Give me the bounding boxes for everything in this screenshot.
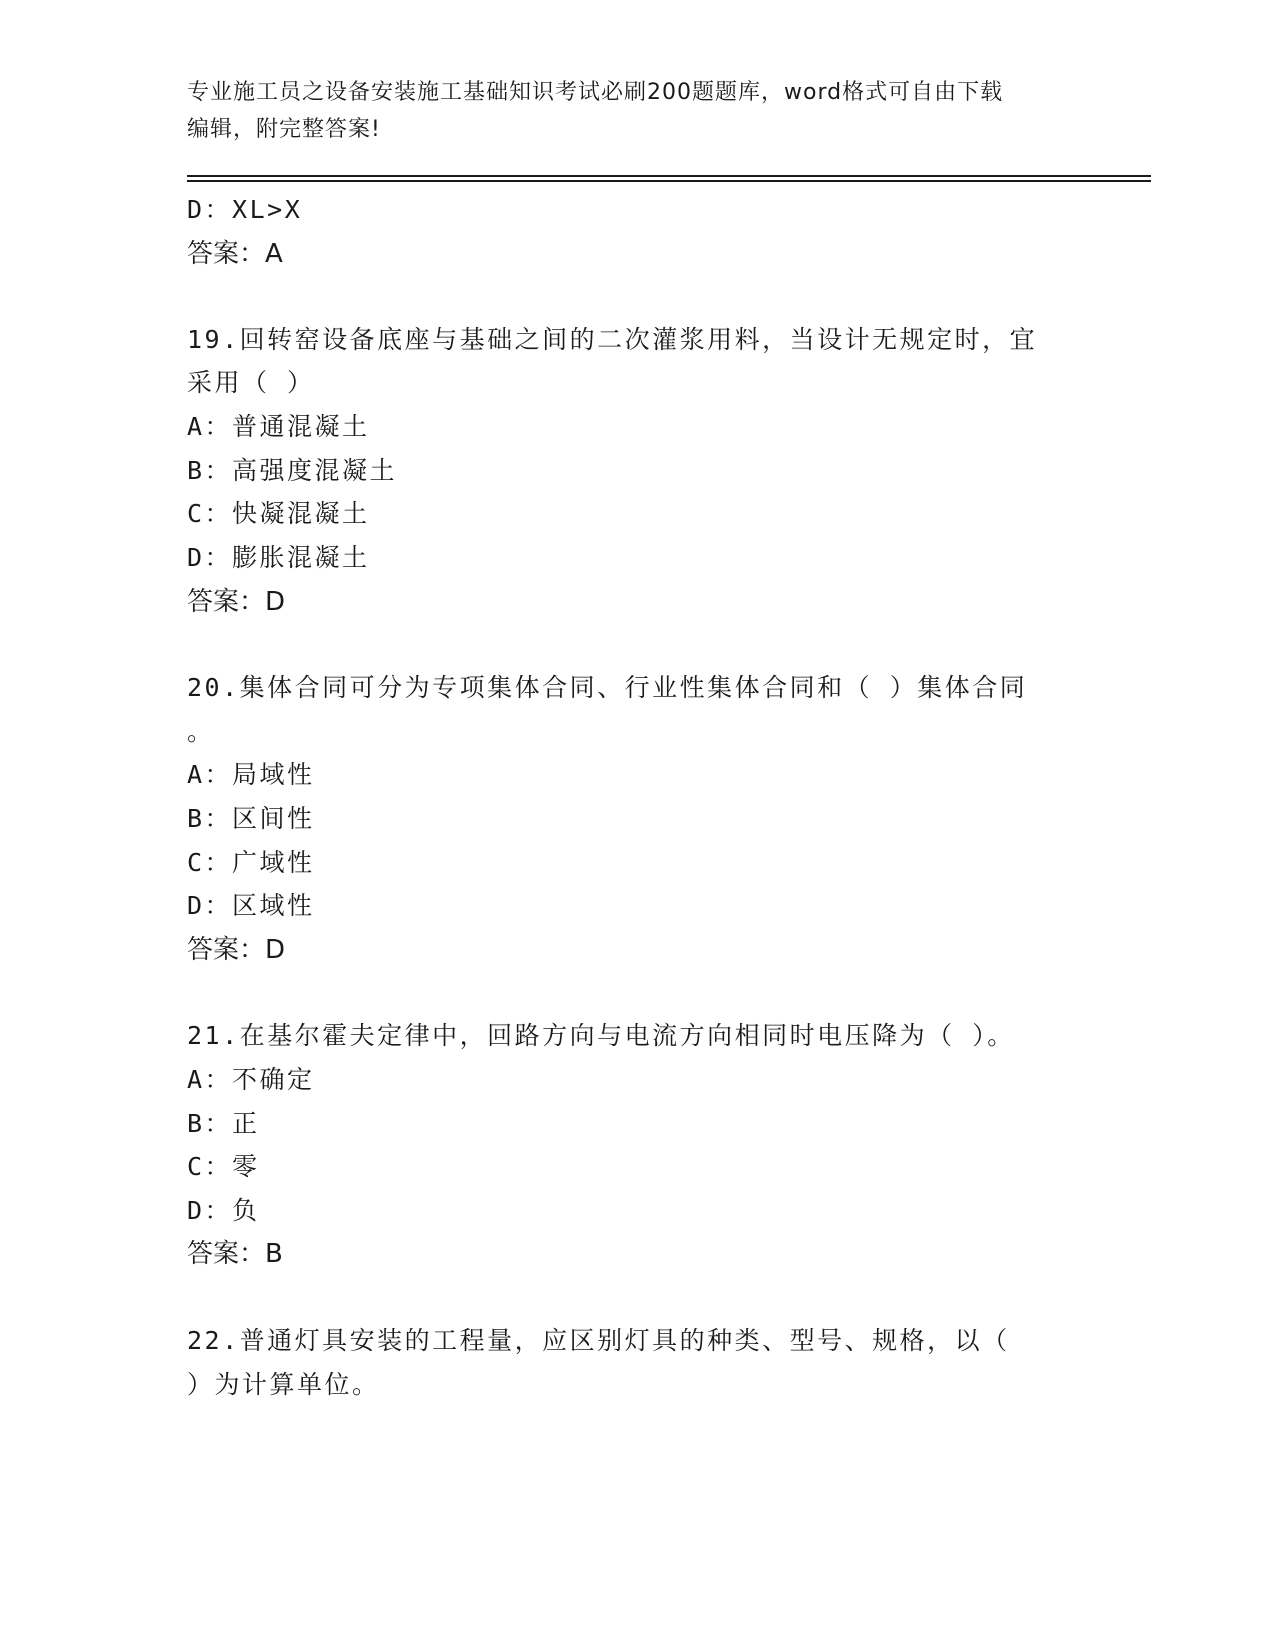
q20-option-b: B：区间性 <box>187 804 315 833</box>
q18-option-d: D：XL>X <box>187 195 303 224</box>
q19-stem-line-2: 采用（ ） <box>187 368 315 397</box>
answer-label: 答案： <box>187 1239 266 1269</box>
q22-stem-line-1: 22.普通灯具安装的工程量，应区别灯具的种类、型号、规格，以（ <box>187 1326 1010 1355</box>
header-line-1: 专业施工员之设备安装施工基础知识考试必刷200题题库，word格式可自由下载 <box>187 80 1004 105</box>
header-line-2: 编辑，附完整答案! <box>187 117 381 142</box>
q21-option-b: B：正 <box>187 1109 260 1138</box>
q20-answer <box>187 935 285 965</box>
q21-option-d: D：负 <box>187 1196 260 1225</box>
q19-option-b: B：高强度混凝土 <box>187 456 398 485</box>
document-header <box>187 74 1067 148</box>
answer-value: D <box>265 587 286 617</box>
header-rule-top <box>187 175 1151 177</box>
answer-label: 答案： <box>187 239 266 269</box>
q20-option-a: A：局域性 <box>187 760 315 789</box>
q22-stem-line-2: ）为计算单位。 <box>187 1370 380 1399</box>
q19-answer <box>187 587 285 617</box>
q19-option-d: D：膨胀混凝土 <box>187 543 370 572</box>
q21-option-c: C：零 <box>187 1152 260 1181</box>
q20-stem-line-1: 20.集体合同可分为专项集体合同、行业性集体合同和（ ）集体合同 <box>187 673 1028 702</box>
header-rule-bottom <box>187 180 1151 182</box>
q19-stem-line-1: 19.回转窑设备底座与基础之间的二次灌浆用料，当设计无规定时，宜 <box>187 325 1038 354</box>
q18-answer <box>187 239 283 269</box>
q19-option-c: C：快凝混凝土 <box>187 499 370 528</box>
answer-label: 答案： <box>187 935 266 965</box>
answer-value: B <box>265 1239 283 1269</box>
answer-label: 答案： <box>187 587 266 617</box>
q21-option-a: A：不确定 <box>187 1065 315 1094</box>
q21-answer <box>187 1239 283 1269</box>
q20-stem-line-2: 。 <box>187 717 215 746</box>
q20-option-c: C：广域性 <box>187 848 315 877</box>
q19-option-a: A：普通混凝土 <box>187 412 370 441</box>
q20-option-d: D：区域性 <box>187 891 315 920</box>
answer-value: D <box>265 935 286 965</box>
q21-stem-line-1: 21.在基尔霍夫定律中，回路方向与电流方向相同时电压降为（ ）。 <box>187 1021 1015 1050</box>
answer-value: A <box>265 239 283 269</box>
